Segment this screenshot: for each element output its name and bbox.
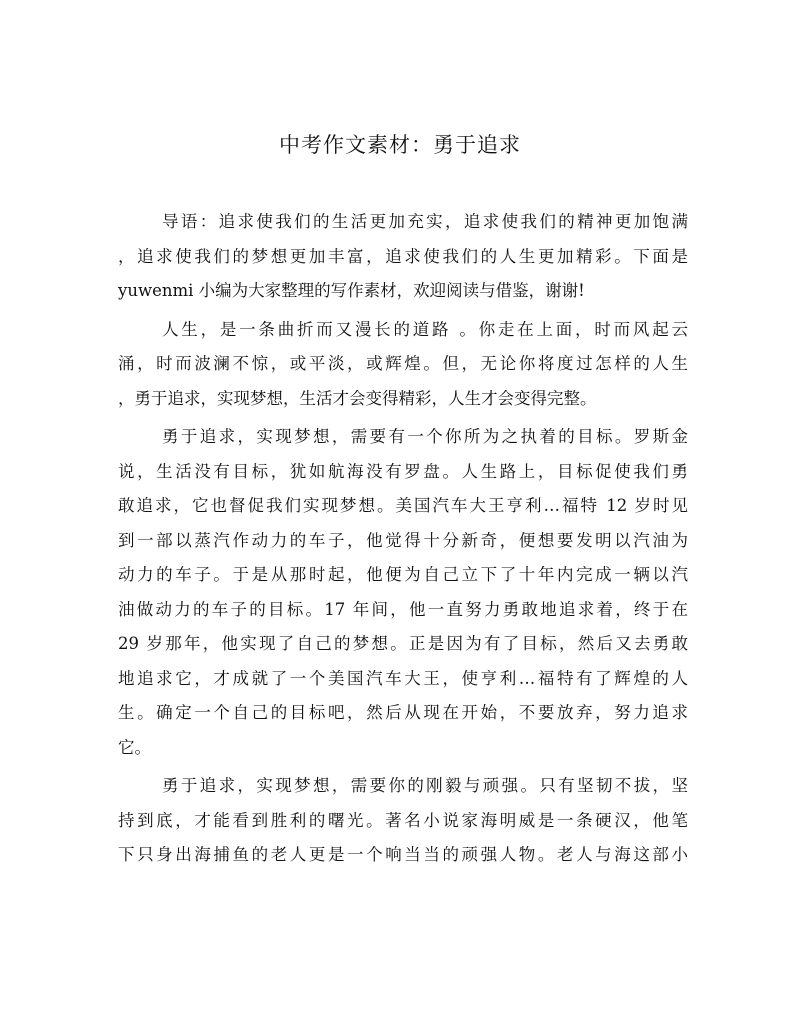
text-line: 到一部以蒸汽作动力的车子，他觉得十分新奇，便想要发明以汽油为: [118, 530, 688, 550]
text-line: 油做动力的车子的目标。17 年间，他一直努力勇敢地追求着，终于在: [118, 599, 688, 619]
text-line: ，勇于追求，实现梦想，生活才会变得精彩，人生才会变得完整。: [118, 388, 597, 408]
text-line: 它。: [118, 737, 151, 757]
paragraph-goal: [118, 420, 688, 765]
text-line: 动力的车子。于是从那时起，他便为自己立下了十年内完成一辆以汽: [118, 565, 688, 584]
text-line: 下只身出海捕鱼的老人更是一个响当当的顽强人物。老人与海这部小: [118, 845, 688, 864]
text-line: 敢追求，它也督促我们实现梦想。美国汽车大王亨利…福特 12 岁时见: [118, 496, 688, 515]
text-line: 生。确定一个自己的目标吧，然后从现在开始，不要放弃，努力追求: [118, 703, 688, 722]
document-title: 中考作文素材：勇于追求: [279, 133, 521, 157]
paragraph-tenacity: [118, 769, 688, 873]
text-line: 勇于追求，实现梦想，需要有一个你所为之执着的目标。罗斯金: [162, 427, 688, 446]
text-line: 说，生活没有目标，犹如航海没有罗盘。人生路上，目标促使我们勇: [118, 461, 688, 481]
text-line: 人生，是一条曲折而又漫长的道路 。你走在上面，时而风起云: [162, 319, 688, 339]
document-body: [118, 205, 688, 877]
text-line: 持到底，才能看到胜利的曙光。著名小说家海明威是一条硬汉，他笔: [118, 810, 688, 830]
paragraph-life: [118, 313, 688, 417]
text-line: 涌，时而波澜不惊，或平淡，或辉煌。但，无论你将度过怎样的人生: [118, 354, 688, 373]
text-line: 29 岁那年，他实现了自己的梦想。正是因为有了目标，然后又去勇敢: [118, 634, 688, 653]
text-line: 地追求它，才成就了一个美国汽车大王，使亨利…福特有了辉煌的人: [118, 668, 688, 688]
text-line: ，追求使我们的梦想更加丰富，追求使我们的人生更加精彩。下面是: [118, 246, 688, 266]
text-line: 导语：追求使我们的生活更加充实，追求使我们的精神更加饱满: [162, 212, 688, 231]
text-line: yuwenmi 小编为大家整理的写作素材，欢迎阅读与借鉴，谢谢!: [118, 281, 585, 300]
paragraph-intro: [118, 205, 688, 309]
text-line: 勇于追求，实现梦想，需要你的刚毅与顽强。只有坚韧不拔，坚: [162, 776, 688, 795]
